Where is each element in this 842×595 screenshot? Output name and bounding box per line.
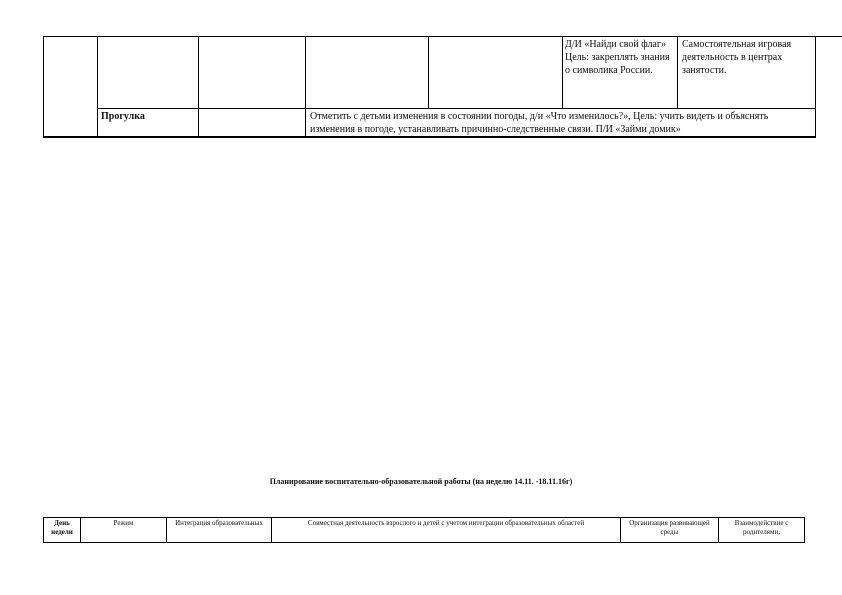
header-parents: Взаимодействие с родителями, bbox=[734, 519, 789, 536]
header-integration: Интеграция образовательных bbox=[175, 519, 263, 527]
didactic-game-cell: Д/И «Найди свой флаг» Цель: закреплять знания о символика России. bbox=[565, 39, 670, 76]
walk-text-cell: Отметить с детьми изменения в состоянии погоды, д/и «Что изменилось?», Цель: учить видеть и объяснять изменения в погоде, устанавливать причинно-следственные связи. П/И «Займи домик» bbox=[310, 111, 769, 135]
header-environment: Организация развивающей среды bbox=[629, 519, 710, 536]
header-joint-activity: Совместная деятельность взрослого и детей с учетом интеграции образовательных областей bbox=[307, 519, 585, 527]
walk-label: Прогулка bbox=[101, 111, 145, 122]
header-regime: Режим bbox=[113, 519, 134, 527]
independent-activity-cell: Самостоятельная игровая деятельность в центрах занятости. bbox=[682, 39, 792, 76]
header-day-of-week: День недели bbox=[51, 519, 73, 536]
planning-title: Планирование воспитательно-образовательной работы (на неделю 14.11. -18.11.16г) bbox=[269, 477, 573, 486]
